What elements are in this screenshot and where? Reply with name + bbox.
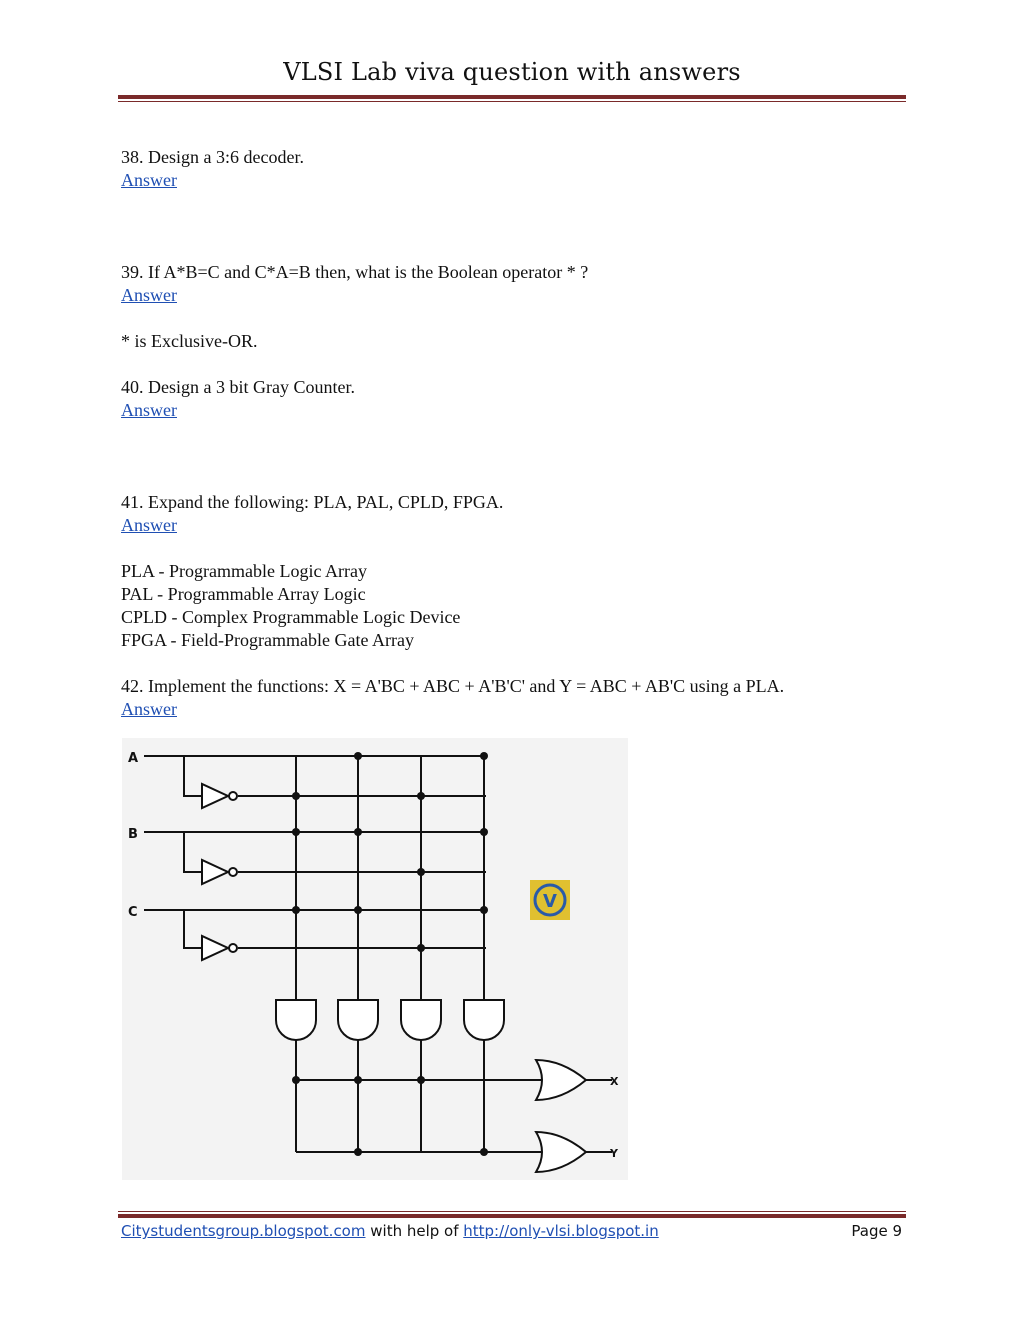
question-38: 38. Design a 3:6 decoder. (121, 147, 304, 167)
footer-rule-thin (118, 1211, 906, 1212)
answer-link-40[interactable]: Answer (121, 400, 177, 420)
document-body (121, 146, 901, 721)
pla-circuit-diagram (122, 738, 628, 1180)
question-42: 42. Implement the functions: X = A'BC + ABC + A'B'C' and Y = ABC + AB'C using a PLA. (121, 676, 785, 696)
input-label-c: C (128, 905, 138, 920)
page-footer (121, 1222, 905, 1240)
output-label-y: Y (610, 1147, 618, 1160)
header-rule-thin (118, 101, 906, 102)
header-rule-thick (118, 95, 906, 99)
answer-link-42[interactable]: Answer (121, 699, 177, 719)
output-label-x: X (610, 1075, 619, 1088)
footer-middle-text: with help of (365, 1222, 464, 1240)
input-label-a: A (128, 751, 139, 766)
answer-link-39[interactable]: Answer (121, 285, 177, 305)
answer-41-line: FPGA - Field-Programmable Gate Array (121, 630, 414, 650)
input-label-b: B (128, 827, 138, 842)
pla-circuit-svg (122, 738, 628, 1180)
footer-rule-thick (118, 1214, 906, 1218)
answer-link-38[interactable]: Answer (121, 170, 177, 190)
question-40: 40. Design a 3 bit Gray Counter. (121, 377, 355, 397)
question-39: 39. If A*B=C and C*A=B then, what is the Boolean operator * ? (121, 262, 589, 282)
only-vlsi-logo (530, 880, 570, 920)
page-number: Page 9 (851, 1222, 902, 1240)
answer-link-41[interactable]: Answer (121, 515, 177, 535)
answer-41-line: PLA - Programmable Logic Array (121, 561, 367, 581)
svg-text:V: V (543, 891, 557, 912)
answer-39-text: * is Exclusive-OR. (121, 331, 258, 351)
question-41: 41. Expand the following: PLA, PAL, CPLD, FPGA. (121, 492, 504, 512)
answer-41-line: PAL - Programmable Array Logic (121, 584, 366, 604)
footer-help-link[interactable]: http://only-vlsi.blogspot.in (463, 1222, 659, 1240)
footer-site-link[interactable]: Citystudentsgroup.blogspot.com (121, 1222, 366, 1240)
answer-41-line: CPLD - Complex Programmable Logic Device (121, 607, 461, 627)
page-header-title: VLSI Lab viva question with answers (283, 58, 741, 86)
